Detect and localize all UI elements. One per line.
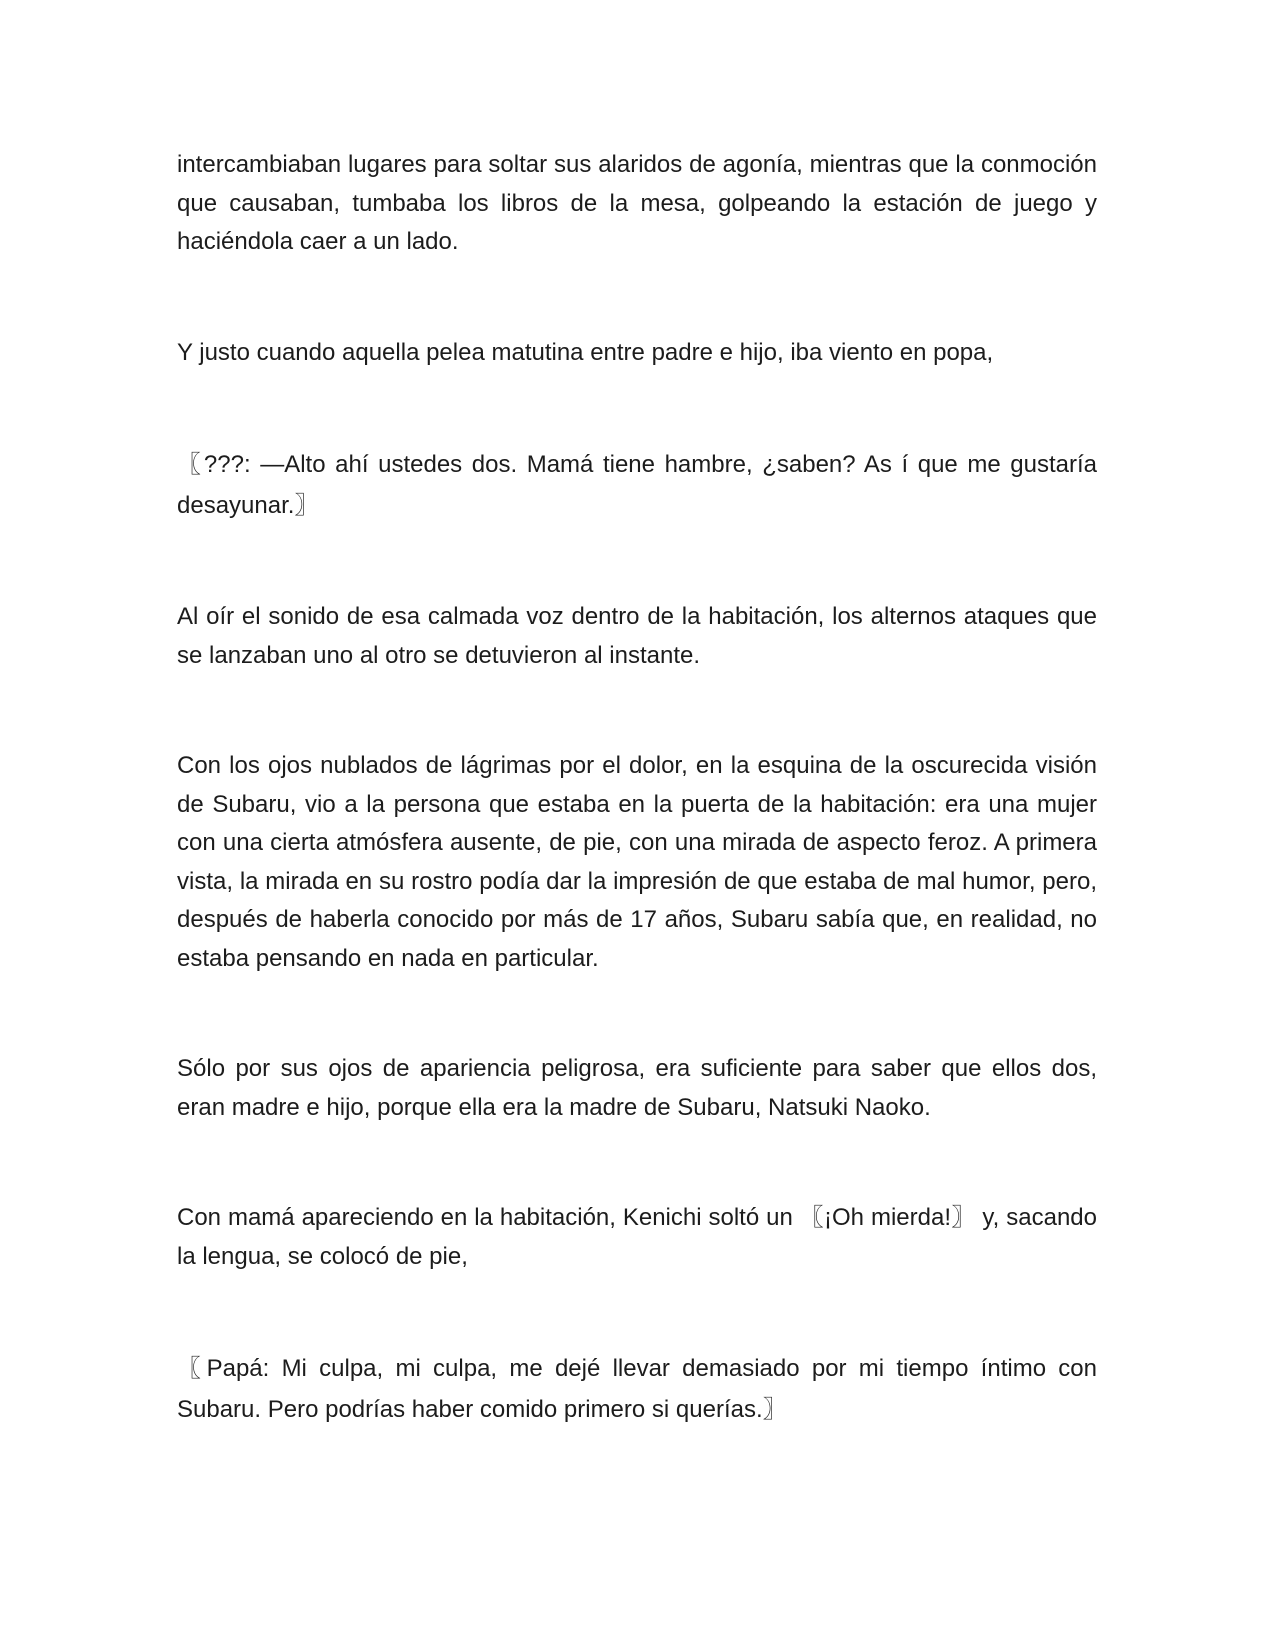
paragraph-5: Con los ojos nublados de lágrimas por el dolor, en la esquina de la oscurecida visión de Subaru, vio a la persona que estaba en la puerta de la habitación: era una mujer con una cierta atmósfera ausente, de pie, con una mirada de aspecto feroz. A primera vista, la mirada en su rostro podía dar la impresión de que estaba de mal humor, pero, después de haberla conocido por más de 17 años, Subaru sabía que, en realidad, no estaba pensando en nada en particular. xyxy=(177,752,1097,972)
paragraph-1: intercambiaban lugares para soltar sus alaridos de agonía, mientras que la conmoción que causaban, tumbaba los libros de la mesa, golpeando la estación de juego y haciéndola caer a un lado. xyxy=(177,151,1097,255)
paragraph-7: Con mamá apareciendo en la habitación, Kenichi soltó un 〖¡Oh mierda!〗 y, sacando la lengua, se colocó de pie, xyxy=(177,1204,1097,1270)
paragraph-2: Y justo cuando aquella pelea matutina entre padre e hijo, iba viento en popa, xyxy=(177,338,994,366)
dialogue-line-2: 〖Papá: Mi culpa, mi culpa, me dejé llevar demasiado por mi tiempo íntimo con Subaru. Pero podrías haber comido primero si querías.〗 xyxy=(177,1355,1097,1423)
dialogue-line-1: 〖???: —Alto ahí ustedes dos. Mamá tiene hambre, ¿saben? As í que me gustaría desayunar.〗 xyxy=(177,451,1097,519)
paragraph-6: Sólo por sus ojos de apariencia peligrosa, era suficiente para saber que ellos dos, eran madre e hijo, porque ella era la madre de Subaru, Natsuki Naoko. xyxy=(177,1055,1097,1121)
paragraph-4: Al oír el sonido de esa calmada voz dentro de la habitación, los alternos ataques que se lanzaban uno al otro se detuvieron al instante. xyxy=(177,603,1097,669)
body-text xyxy=(177,146,1097,1502)
